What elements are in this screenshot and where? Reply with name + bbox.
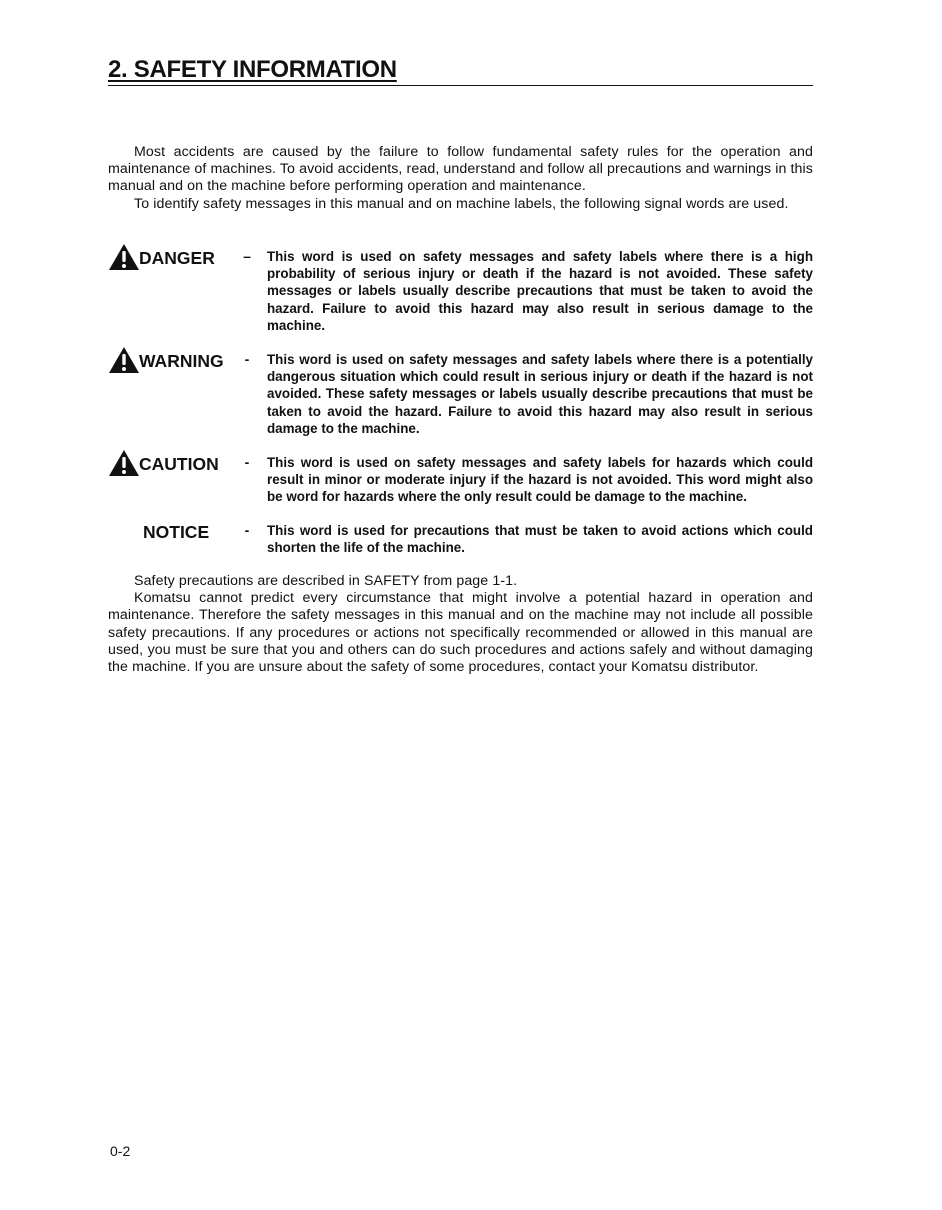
section-title: 2. SAFETY INFORMATION: [108, 56, 397, 83]
outro-paragraph-2: Komatsu cannot predict every circumstance that might involve a potential hazard in operation and maintenance. Therefore the safety messages in this manual and on the machine may not include all possible safety precautions. If any procedures or actions not specifically recommended or allowed in this manual are used, you must be sure that you and others can do such procedures and actions safely and without damaging the machine. If you are unsure about the safety of some procedures, contact your Komatsu distributor.: [108, 590, 813, 676]
signal-label: DANGER: [139, 248, 215, 268]
signal-label: CAUTION: [139, 454, 219, 474]
signal-word-caution: [108, 454, 243, 477]
signal-word-danger: [108, 248, 243, 271]
dash: -: [244, 454, 250, 470]
intro-paragraph-2: To identify safety messages in this manual and on machine labels, the following signal words are used.: [134, 195, 789, 212]
signal-word-warning: [108, 351, 243, 374]
page-number: 0-2: [110, 1143, 131, 1159]
signal-label: WARNING: [139, 351, 224, 371]
outro-paragraph-1: Safety precautions are described in SAFETY from page 1-1.: [134, 573, 518, 589]
intro-text: [108, 144, 813, 213]
dash: -: [244, 522, 250, 538]
warning-triangle-icon: [108, 449, 140, 477]
intro-paragraph-1: Most accidents are caused by the failure to follow fundamental safety rules for the operation and maintenance of machines. To avoid accidents, read, understand and follow all precautions and warnings in this manual and on the machine before performing operation and maintenance.: [108, 144, 813, 195]
signal-label: NOTICE: [143, 522, 210, 542]
outro-text: [108, 573, 813, 676]
dash: –: [243, 248, 251, 264]
signal-description: This word is used for precautions that must be taken to avoid actions which could shorten the life of the machine.: [267, 523, 813, 556]
warning-triangle-icon: [108, 243, 140, 271]
signal-description: This word is used on safety messages and safety labels where there is a potentially dangerous situation which could result in serious injury or death if the hazard is not avoided. These safety messages or labels usually describe precautions that must be taken to avoid the hazard. Failure to avoid this hazard may also result in serious damage to the machine.: [267, 352, 813, 436]
dash: -: [244, 351, 250, 367]
section-heading: [108, 56, 813, 86]
warning-triangle-icon: [108, 346, 140, 374]
signal-description: This word is used on safety messages and safety labels for hazards which could result in minor or moderate injury if the hazard is not avoided. This word might also be word for hazards where the only result could be damage to the machine.: [267, 455, 813, 505]
signal-description: This word is used on safety messages and safety labels where there is a high probability of serious injury or death if the hazard is not avoided. These safety messages or labels usually describe precautions that must be taken to avoid the hazard. Failure to avoid this hazard may also result in serious damage to the machine.: [267, 249, 813, 333]
